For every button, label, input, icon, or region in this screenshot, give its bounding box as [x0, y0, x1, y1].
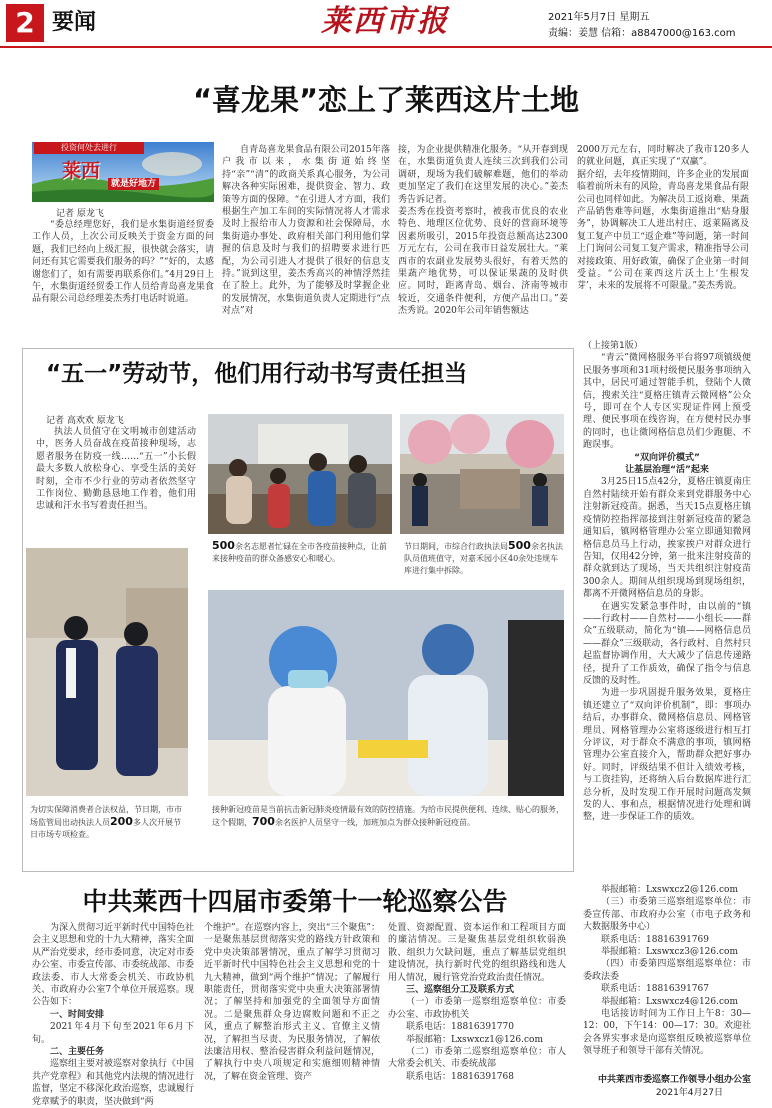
photo-demolition-art — [400, 414, 564, 534]
editors-line: 责编：姜慧 信箱：a8847000@163.com — [548, 28, 736, 39]
article2-byline: 记者 高欢欢 原龙飞 — [46, 416, 124, 426]
issue-date: 2021年5月7日 星期五 — [548, 12, 650, 23]
photo-vaccination — [208, 590, 564, 796]
investment-banner — [32, 142, 214, 202]
article4-signature-date: 2021年4月27日 — [655, 1088, 723, 1098]
caption-volunteers: 500余名志愿者忙碌在全市各疫苗接种点，让前来接种疫苗的群众备感安心和暖心。 — [212, 539, 387, 563]
page-number-badge: 2 — [6, 4, 44, 42]
article1-col2: 自青岛喜龙果食品有限公司2015年落户我市以来，水集街道始终坚持“亲”“清”的政商关系真心服务，为公司解决各种实际困难，提供资金、智力、政策等方面的保障。“在引进人才方面，我们根据生产加工车间的实际情况将人才需求及时上报给市人力资源和社会保障局，水集街道办事处、政府相关部门利用他们掌握的信息及时与我们的招聘要求进行匹配，为公司引进人才提供了很好的信息支持。”说到这里，姜杰秀高兴的神情浮然挂在了脸上。此外，为了能够及时掌握企业的发展情况，水集街道负责人定期进行“点对点”对 — [222, 145, 390, 317]
article4-headline: 中共莱西十四届市委第十一轮巡察公告 — [82, 887, 508, 916]
masthead-logo: 莱西市报 — [321, 4, 449, 39]
article4-signature-org: 中共莱西市委巡察工作领导小组办公室 — [597, 1075, 751, 1085]
article3-subhead1: “双向评价模式” — [634, 452, 700, 463]
caption-market-inspection: 为切实保障消费者合法权益，节日期，市市场监管局出动执法人员200多人次开展节日市场专项检查。 — [30, 805, 182, 839]
caption-demolition: 节日期间，市综合行政执法局500余名执法队员值班值守，对嘉禾园小区40余处违规车库进行集中拆除。 — [404, 539, 563, 575]
section-label: 要闻 — [52, 10, 97, 35]
banner-small-text: 就是好地方 — [108, 178, 159, 190]
article1-col4: 2000万元左右，同时解决了我市120多人的就业问题，真正实现了“双赢”。 据介绍，去年疫情期间，许多企业的发展面临着前所未有的风险，青岛喜龙果食品有限公司也同样如此。为解决员工返岗难、果蔬产品销售难等问题，水集街道推出“贴身服务”，协调解决工人进出村庄、返莱隔离及复工复产中员工“返企难”等问题，第一时间上门询问公司复工复产需求，精准指导公司对接政策、用好政策，确保了企业第一时间受益。“公司在莱西这片沃土上‘生根发芽’，未来的发展将不可限量。”姜杰秀说。 — [577, 145, 749, 292]
photo-market-inspection — [26, 548, 188, 796]
article1-headline: “喜龙果”恋上了莱西这片土地 — [192, 83, 580, 117]
article3-subhead2: 让基层治理“活”起来 — [625, 465, 709, 476]
article3-p3: 在遇实发紧急事件时，由以前的“镇——行政村——自然村——小组长——群众”五级联动，简化为“镇——网格信息员——群众”三级联动，各行政村、自然村只起监督协调作用，大大减少了信息传递路径，提升了工作质效，确保了指令与信息反馈的及时性。 — [583, 601, 751, 686]
article4-h3: 三、巡察组分工及联系方式 — [406, 985, 515, 996]
article1-col1: “委总经理您好，我们是水集街道经贸委工作人员，上次公司反映关于资金方面的问题，我们已经向上级汇报，很快就会落实，请问还有其它需要我们服务的吗？”“好的，太感谢您们了，如有需要再联系你们。”4月29日上午，水集街道经贸委工作人员给青岛喜龙果食品有限公司总经理姜杰秀打电话时说道。 — [32, 220, 214, 305]
photo-vaccination-art — [208, 590, 564, 796]
article1-col3: 接，为企业提供精准化服务。“从开春到现在，水集街道负责人连续三次到我们公司调研，现场为我们破解难题，他们的举动更加坚定了我们在这里发展的决心。”姜杰秀告诉记者。 姜杰秀在投资考察时，被我市优良的农业特色、地理区位优势、良好的营商环境等因素所吸引，2015年投资总额高达2300万元左右，公司在我市日益发展壮大。“莱西市的农副业发展势头很好，有着天然的果蔬产地优势，可以保证果蔬的及时供应。同时，距离青岛、烟台、济南等城市较近，交通条件便利，方便产品出口。”姜杰秀说。2020年公司年销售额达 — [398, 145, 568, 317]
article3-p1: “青云”微网格服务平台将97项镇级便民服务事项和31项村级便民服务事项纳入其中，居民可通过智能手机，登陆个人微信，搜索关注“夏格庄镇青云微网格”公众号，即可在个人专区实现证件网上预受理、便民事项在线咨询，在方便村民办事的同时，也让微网格信息员们少跑腿、不跑误事。 — [583, 353, 751, 451]
photo-demolition — [400, 414, 564, 534]
article3-p2: 3月25日15点42分，夏格庄镇夏南庄自然村陆续开始有群众来到党群服务中心注射新冠疫苗。据悉，当天15点夏格庄镇疫情防控指挥部接到注射新冠疫苗的紧急通知后，镇网格管理办公室立即通知微网格信息员马上行动，挨家挨户对群众进行告知，仅用42分钟，第一批来注射疫苗的群众就到达了现场，当天共组织注射疫苗300余人。期间从组织现场到现场组织，都离不开微网格信息员的身影。 — [583, 477, 751, 600]
header-rule — [0, 46, 772, 48]
article1-byline: 记者 原龙飞 — [56, 209, 104, 219]
photo-volunteers — [208, 414, 392, 534]
photo-market-inspection-art — [26, 548, 188, 796]
article4-col4: 举报邮箱：Lxswxcz2@126.com （三）市委第三巡察组巡察单位：市委宣传部、市政府办公室（市电子政务和大数据服务中心） 联系电话：18816391769 举报邮箱：Lxswxcz3@126.com （四）市委第四巡察组巡察单位：市委政法委 联系电话：18816391767 举报邮箱：Lxswxcz4@126.com 电话接访时间为工作日上午8：30—12：00，下午14：00—17：30。欢迎社会各界实事求是向巡察组反映被巡察单位领导班子和领导干部有关情况。 — [583, 885, 751, 1057]
article2-body: 执法人员值守在文明城市创建活动中，医务人员奋战在疫苗接种现场，志愿者服务在防疫一线……“五一”小长假最大多数人放松身心、享受生活的美好时刻，全市不少行业的劳动者依然坚守工作岗位、勤勤恳恳地工作着，他们用忠诚和汗水书写着责任担当。 — [36, 427, 196, 512]
article2-headline: “五一”劳动节，他们用行动书写责任担当 — [46, 361, 468, 387]
article3-continued-tag: （上接第1版） — [583, 341, 643, 351]
banner-top-text: 投资何处去进行 — [34, 142, 144, 154]
article3-text — [583, 340, 751, 824]
article4-h1: 一、时间安排 — [50, 1009, 105, 1020]
article4-col3: 处置、资源配置、资本运作和工程项目方面的廉洁情况。三是聚焦基层党组织软弱涣散、组织力欠缺问题，重点了解基层党组织建设情况，执行新时代党的组织路线和选人用人情况，履行管党治党政治责任情况。 三、巡察组分工及联系方式 （一）市委第一巡察组巡察单位：市委办公室、市政协机关 联系电话：18816391770 举报邮箱：Lxswxcz1@126.com （二）市委第二巡察组巡察单位：市人大常委会机关、市委统战部 联系电话：18816391768 — [388, 923, 566, 1082]
article4-col1: 为深入贯彻习近平新时代中国特色社会主义思想和党的十九大精神，落实全面从严治党要求，经市委同意，决定对市委办公室、市委宣传部、市委统战部、市委政法委、市人大常委会机关、市政协机关、市政府办公室7个单位开展巡察。现公告如下： 一、时间安排 2021年4月下旬至2021年6月下旬。 二、主要任务 巡察组主要对被巡察对象执行《中国共产党章程》和其他党内法规的情况进行监督，坚定不移深化政治巡察，忠诚履行党章赋予的职责，坚决做到“两 — [32, 923, 195, 1107]
article4-col2: 个维护”。在巡察内容上，突出“三个聚焦”：一是聚焦基层贯彻落实党的路线方针政策和党中央决策部署情况，重点了解学习贯彻习近平新时代中国特色社会主义思想和党的十九大精神，做到“两个维护”情况；了解履行职能责任，贯彻落实党中央重大决策部署情况；了解坚持和加强党的全面领导方面情况。二是聚焦群众身边腐败问题和不正之风，重点了解整治形式主义、官僚主义情况，了解担当尽责、为民服务情况，了解依法廉洁用权、整治侵害群众利益问题情况，了解执行中央八项规定和实施细则精神情况，了解在资金管理、资产 — [204, 923, 380, 1082]
article3-p4: 为进一步巩固提升服务效果，夏格庄镇还建立了“双向评价机制”，即：事项办结后，办事群众、微网格信息员、网格管理员、网格管理办公室将逐级进行相互打分评议，对于群众不满意的事项，镇网格管理办公室直接介入，帮助群众把好事办好。同时，评级结果不但计入绩效考核，与工资挂钩，还将纳入后台数据库进行汇总分析，及时发现工作开展时问题高发频发的人、事和点，根据情况进行处理和调整，进一步保证工作的质效。 — [583, 688, 751, 823]
article4-h2: 二、主要任务 — [50, 1047, 105, 1058]
banner-big-text: 莱西 — [62, 160, 101, 182]
photo-volunteers-art — [208, 414, 392, 534]
caption-vaccination: 接种新冠疫苗是当前抗击新冠肺炎疫情最有效的防控措施。为给市民提供便利、连续、贴心的服务，这个假期，700余名医护人员坚守一线，加班加点为群众接种新冠疫苗。 — [212, 805, 564, 828]
